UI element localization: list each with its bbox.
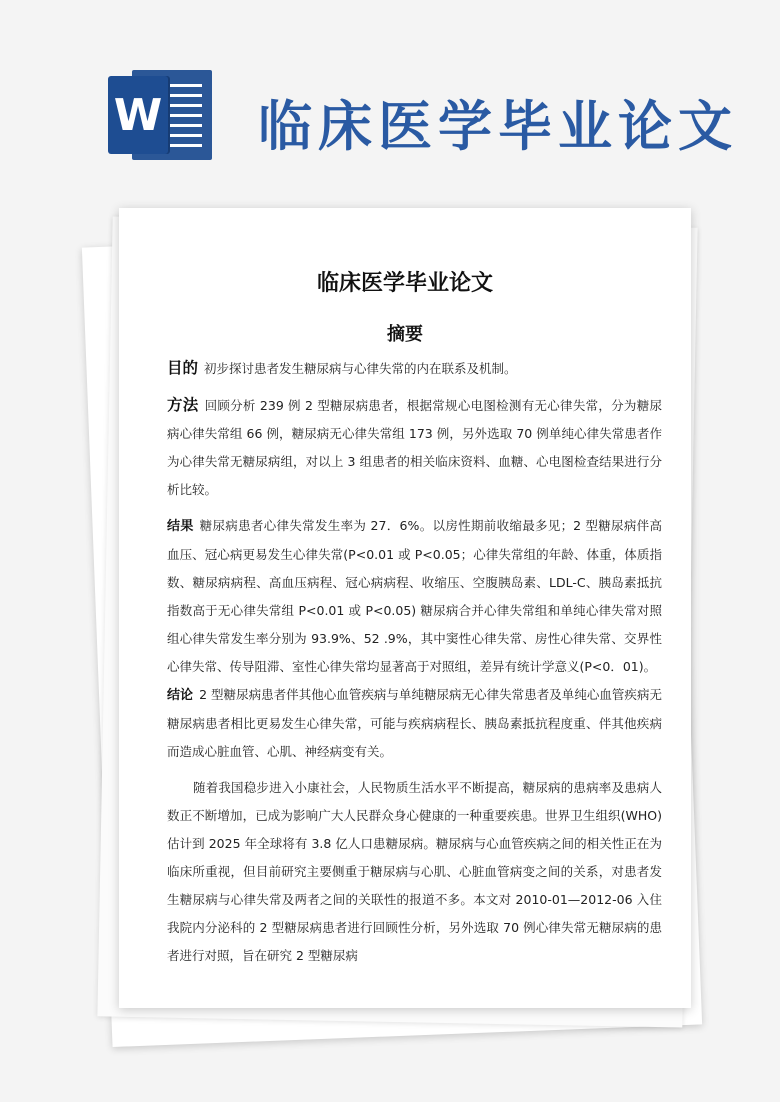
word-document-icon [108, 70, 212, 160]
document-title: 临床医学毕业论文 [316, 271, 493, 296]
document-page [119, 208, 691, 1008]
section-conclusion [167, 681, 662, 766]
section-label: 结果 [167, 519, 194, 534]
section-text: 回顾分析 239 例 2 型糖尿病患者，根据常规心电图检测有无心律失常，分为糖尿病心律失常组 66 例，糖尿病无心律失常组 173 例，另外选取 70 例单纯心律失常患者作为心律失常无糖尿病组，对以上 3 组患者的相关临床资料、血糖、心电图检查结果进行分析比较。 [167, 398, 662, 497]
section-label: 结论 [167, 688, 194, 703]
word-logo-letter: W [108, 76, 168, 154]
section-text: 初步探讨患者发生糖尿病与心律失常的内在联系及机制。 [204, 361, 517, 376]
section-label: 方法 [167, 396, 199, 414]
section-method [167, 391, 662, 504]
intro-paragraph: 随着我国稳步进入小康社会，人民物质生活水平不断提高，糖尿病的患病率及患病人数正不断增加，已成为影响广大人民群众身心健康的一种重要疾患。世界卫生组织(WHO)估计到 2025 年全球将有 3.8 亿人口患糖尿病。糖尿病与心血管疾病之间的相关性正在为临床所重视，但目前研究主要侧重于糖尿病与心肌、心脏血管病变之间的关系，对患者发生糖尿病与心律失常及两者之间的关联性的报道不多。本文对 2010-01—2012-06 入住我院内分泌科的 2 型糖尿病患者进行回顾性分析，另外选取 70 例心律失常无糖尿病的患者进行对照，旨在研究 2 型糖尿病 [167, 780, 662, 963]
section-purpose [167, 354, 662, 383]
banner [0, 0, 780, 190]
section-label: 目的 [167, 359, 199, 377]
section-text: 糖尿病患者心律失常发生率为 27．6%。以房性期前收缩最多见；2 型糖尿病伴高血压、冠心病更易发生心律失常(P<0.01 或 P<0.05；心律失常组的年龄、体重，体质指数、糖尿病病程、高血压病程、冠心病病程、收缩压、空腹胰岛素、LDL-C、胰岛素抵抗指数高于无心律失常组 P<0.01 或 P<0.05) 糖尿病合并心律失常组和单纯心律失常对照组心律失常发生率分别为 93.9%、52 .9%，其中窦性心律失常、房性心律失常、交界性心律失常、传导阻滞、室性心律失常均显著高于对照组，差异有统计学意义(P<0．01)。 [167, 518, 662, 674]
section-text: 2 型糖尿病患者伴其他心血管疾病与单纯糖尿病无心律失常患者及单纯心血管疾病无糖尿病患者相比更易发生心律失常，可能与疾病病程长、胰岛素抵抗程度重、伴其他疾病而造成心脏血管、心肌、神经病变有关。 [167, 687, 662, 759]
abstract-heading: 摘要 [387, 324, 423, 345]
banner-title: 临床医学毕业论文 [258, 95, 738, 158]
document-body [167, 354, 662, 978]
section-result [167, 512, 662, 681]
